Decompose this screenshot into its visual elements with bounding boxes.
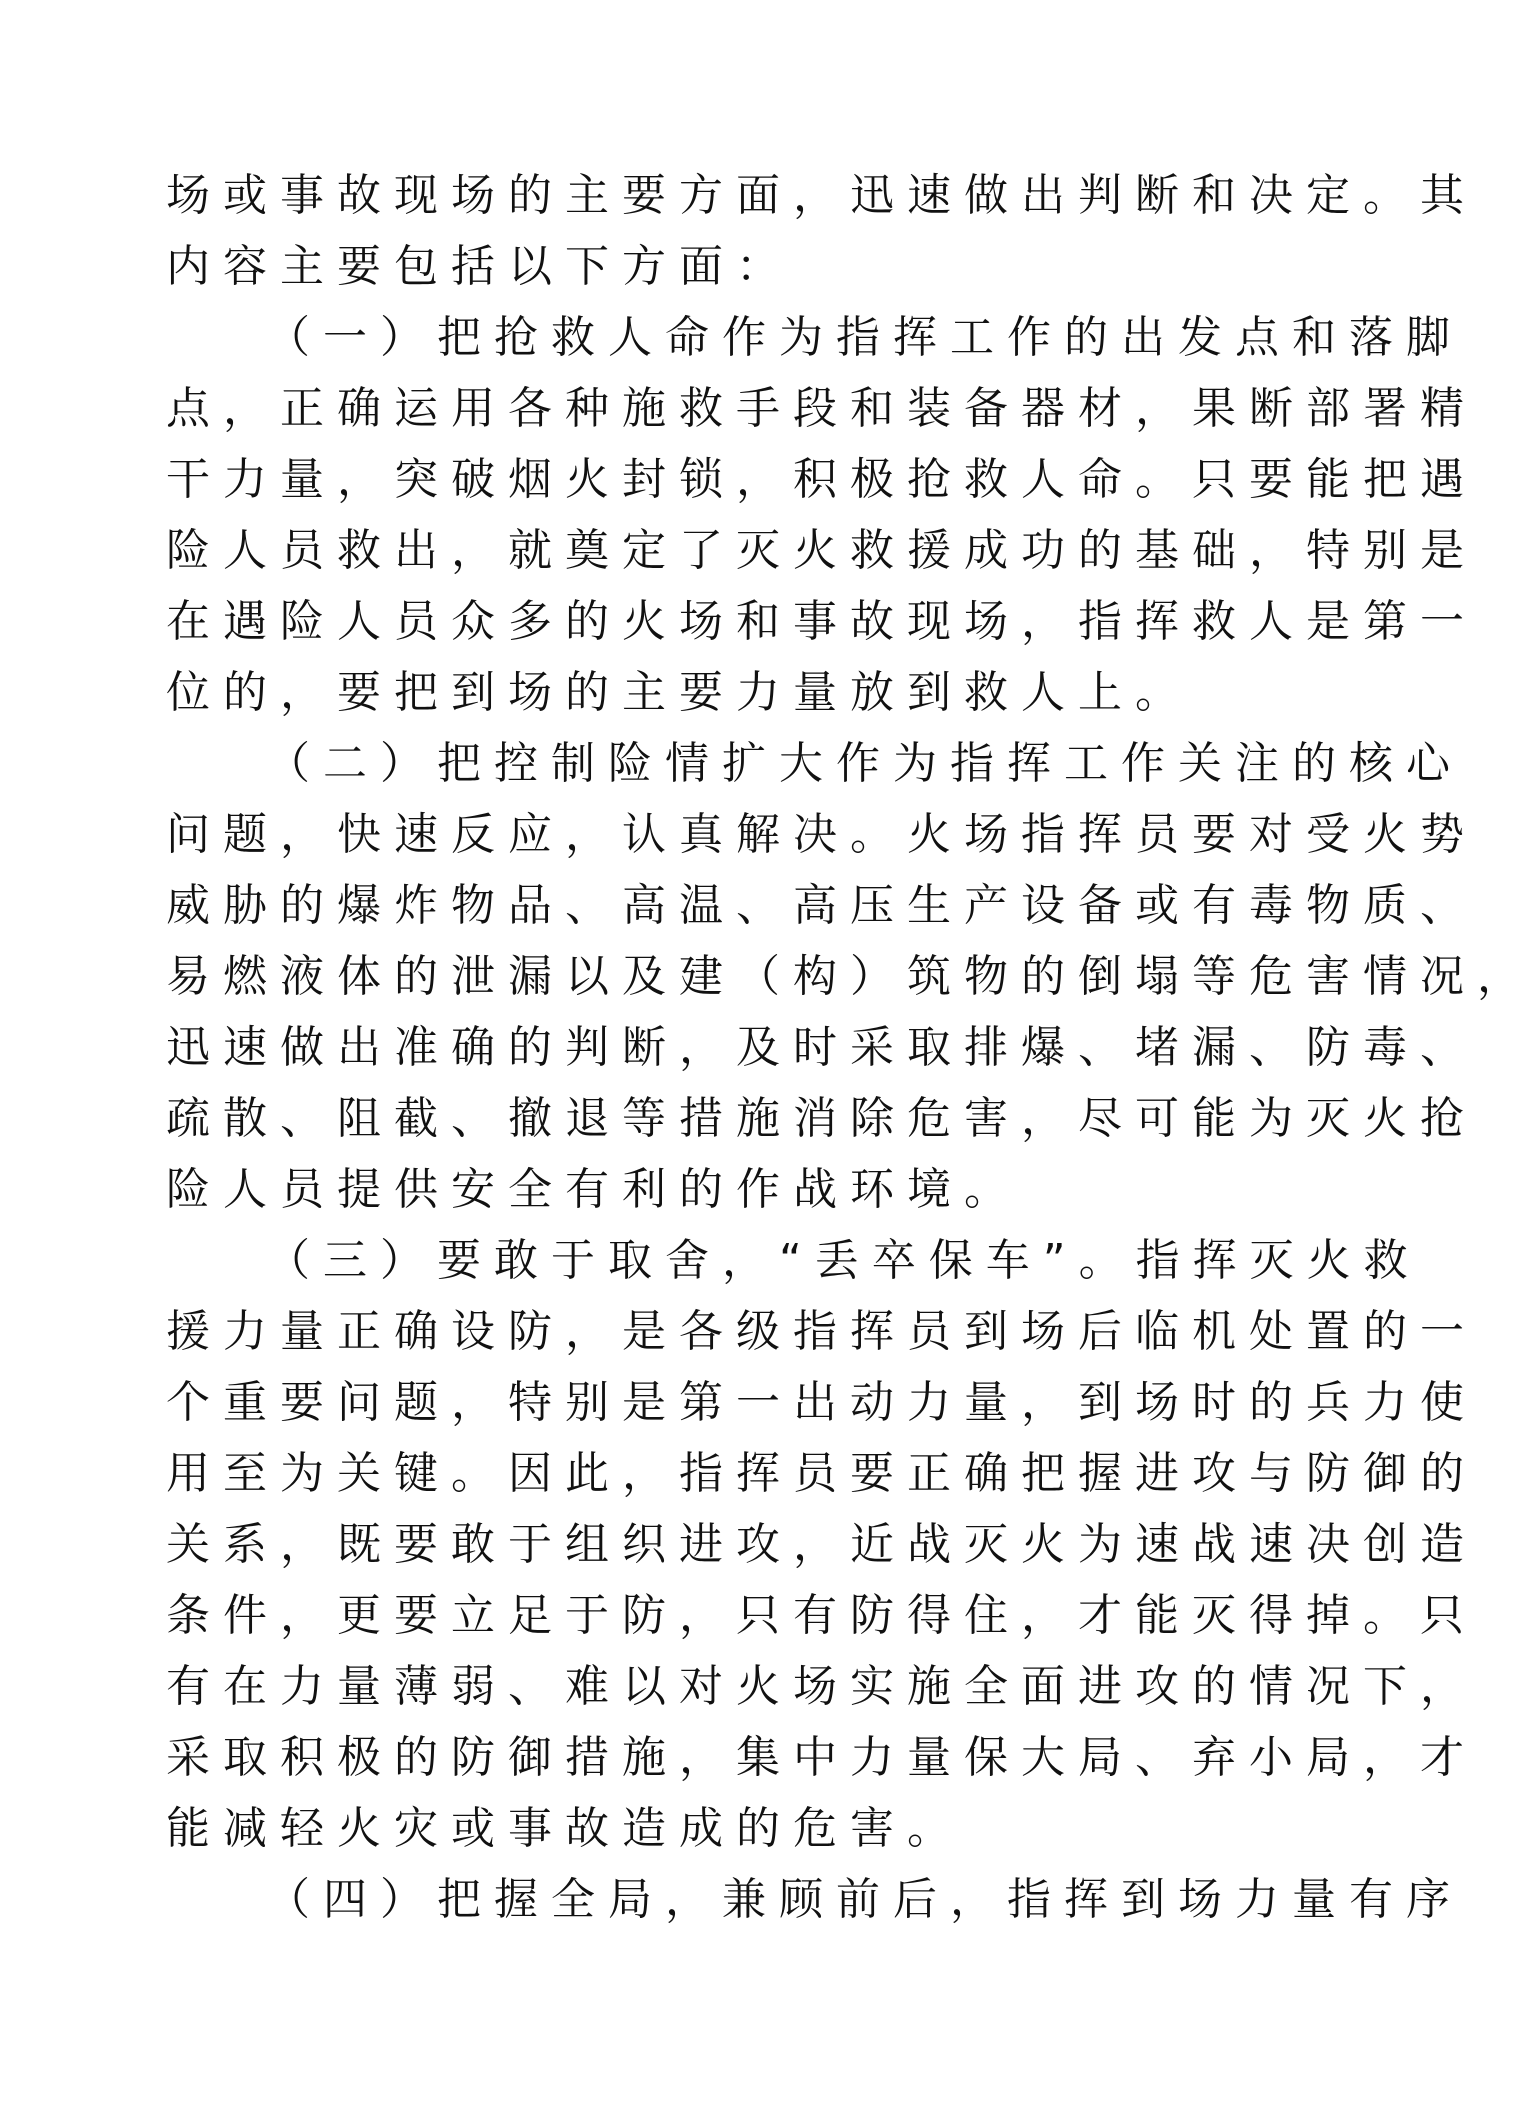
text-line: 条件，更要立足于防，只有防得住，才能灭得掉。只 (166, 1590, 1477, 1641)
section-1-heading-line: （一）把抢救人命作为指挥工作的出发点和落脚 (266, 312, 1463, 363)
text-line: 能减轻火灾或事故造成的危害。 (166, 1803, 964, 1854)
text-line: 险人员提供安全有利的作战环境。 (166, 1164, 1021, 1215)
text-line: 内容主要包括以下方面： (166, 241, 793, 292)
text-line: 险人员救出，就奠定了灭火救援成功的基础，特别是 (166, 525, 1477, 576)
text-line: 干力量，突破烟火封锁，积极抢救人命。只要能把遇 (166, 454, 1477, 505)
text-line: 场或事故现场的主要方面，迅速做出判断和决定。其 (166, 170, 1477, 221)
text-line: 疏散、阻截、撤退等措施消除危害，尽可能为灭火抢 (166, 1093, 1477, 1144)
text-line: 点，正确运用各种施救手段和装备器材，果断部署精 (166, 383, 1477, 434)
section-2-heading-line: （二）把控制险情扩大作为指挥工作关注的核心 (266, 738, 1463, 789)
text-line: 位的，要把到场的主要力量放到救人上。 (166, 667, 1192, 718)
text-line: 有在力量薄弱、难以对火场实施全面进攻的情况下， (166, 1661, 1477, 1712)
text-line: 问题，快速反应，认真解决。火场指挥员要对受火势 (166, 809, 1477, 860)
text-line: 易燃液体的泄漏以及建（构）筑物的倒塌等危害情况， (166, 951, 1534, 1002)
text-line: 在遇险人员众多的火场和事故现场，指挥救人是第一 (166, 596, 1477, 647)
text-line: 关系，既要敢于组织进攻，近战灭火为速战速决创造 (166, 1519, 1477, 1570)
section-3-heading-line: （三）要敢于取舍，“丢卒保车”。指挥灭火救 (266, 1235, 1421, 1286)
text-line: 迅速做出准确的判断，及时采取排爆、堵漏、防毒、 (166, 1022, 1477, 1073)
text-line: 援力量正确设防，是各级指挥员到场后临机处置的一 (166, 1306, 1477, 1357)
body-text (166, 160, 1534, 1935)
section-4-heading-line: （四）把握全局，兼顾前后，指挥到场力量有序 (266, 1874, 1463, 1925)
text-line: 个重要问题，特别是第一出动力量，到场时的兵力使 (166, 1377, 1477, 1428)
text-line: 采取积极的防御措施，集中力量保大局、弃小局，才 (166, 1732, 1477, 1783)
text-line: 威胁的爆炸物品、高温、高压生产设备或有毒物质、 (166, 880, 1477, 931)
text-line: 用至为关键。因此，指挥员要正确把握进攻与防御的 (166, 1448, 1477, 1499)
